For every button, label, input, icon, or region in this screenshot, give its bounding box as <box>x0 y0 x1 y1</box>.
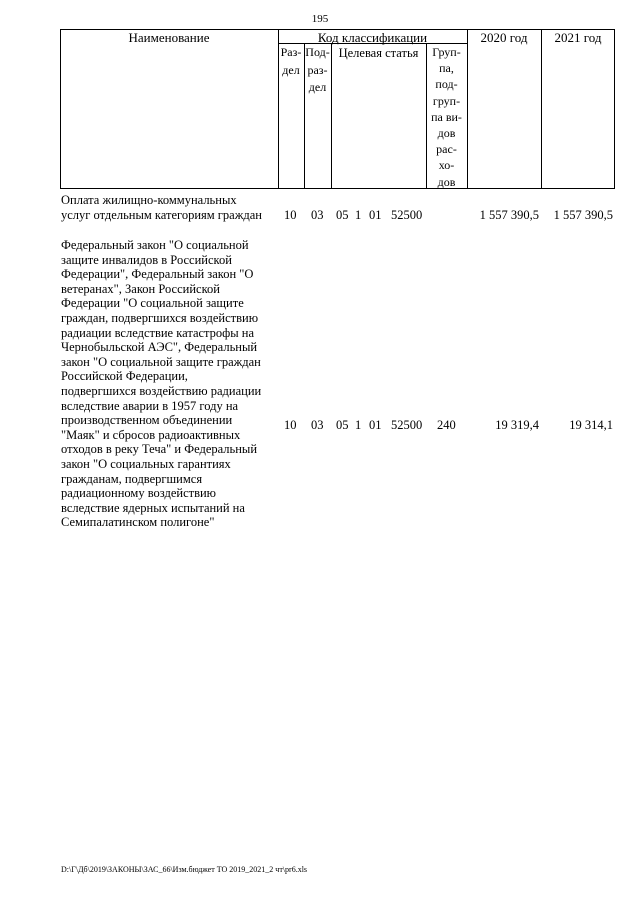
row-name <box>61 238 276 530</box>
row-name-line: граждан, подвергшихся воздействию <box>61 310 259 325</box>
row-name-line: отходов в реку Теча" и Федеральный <box>61 442 258 457</box>
row-target-event: 01 <box>369 208 382 222</box>
header-year-2021: 2021 год <box>554 30 602 45</box>
row-target-subprogram: 1 <box>355 208 362 222</box>
row-target-program: 05 <box>336 208 349 222</box>
row-name-line: Федеральный закон "О социальной <box>61 238 249 252</box>
header-classification: Код классификации <box>317 30 428 45</box>
row-name-line: производственном объединении <box>61 413 233 428</box>
header-group-line: рас- <box>436 142 457 157</box>
header-group-line: груп- <box>432 93 461 108</box>
header-podrazdel-line: дел <box>308 80 327 94</box>
row-amount-2021: 19 314,1 <box>569 418 613 432</box>
header-group-line: па ви- <box>431 109 462 124</box>
row-name-line: защите инвалидов в Российской <box>61 252 232 267</box>
row-name-line: Чернобыльской АЭС", Федеральный <box>61 340 258 355</box>
row-name-line: услуг отдельным категориям граждан <box>61 207 262 222</box>
page-number: 195 <box>311 13 329 25</box>
row-name-line: "Маяк" и сбросов радиоактивных <box>61 427 241 442</box>
row-name-line: Федерации "О социальной защите <box>61 296 244 311</box>
row-podrazdel: 03 <box>311 208 324 222</box>
header-group-line: дов <box>437 126 456 141</box>
table-header <box>60 29 615 189</box>
header-group-line: под- <box>435 77 458 92</box>
row-amount-2020: 19 319,4 <box>495 418 539 432</box>
header-podrazdel-line: раз- <box>307 62 328 77</box>
row-name-line: ветеранах", Закон Российской <box>61 281 220 296</box>
file-path-footer: D:\Г\Дб\2019\ЗАКОНЫ\ЗАС_66\Изм.бюджет ТО 2019_2021_2 чт\pr6.xls <box>61 865 308 874</box>
row-name-line: закон "О социальной защите граждан <box>61 354 261 369</box>
header-razdel-line: дел <box>282 62 300 77</box>
row-name-line: Семипалатинском полигоне" <box>61 515 215 530</box>
header-razdel-line: Раз- <box>280 45 302 59</box>
row-target-direction: 52500 <box>391 418 423 432</box>
header-podrazdel-line: Под- <box>305 45 330 59</box>
header-razdel <box>278 44 304 79</box>
row-name-line: подвергшихся воздействию радиации <box>61 383 262 398</box>
header-group <box>426 44 467 190</box>
row-name-line: закон "О социальных гарантиях <box>61 456 231 471</box>
header-year-2020: 2020 год <box>480 30 528 45</box>
row-name-line: радиации вследствие катастрофы на <box>61 325 255 340</box>
row-group: 240 <box>437 418 456 432</box>
header-podrazdel <box>304 44 331 97</box>
row-name-line: Федерации", Федеральный закон "О <box>61 267 254 282</box>
row-target-direction: 52500 <box>391 208 423 222</box>
row-razdel: 10 <box>284 208 297 222</box>
header-group-line: хо- <box>438 158 455 173</box>
header-group-line: дов <box>437 174 456 189</box>
row-name-line: Оплата жилищно-коммунальных <box>61 193 237 207</box>
row-target-subprogram: 1 <box>355 418 362 432</box>
row-amount-2021: 1 557 390,5 <box>553 208 613 222</box>
row-razdel: 10 <box>284 418 297 432</box>
header-name: Наименование <box>128 30 210 45</box>
row-amount-2020: 1 557 390,5 <box>479 208 539 222</box>
header-group-line: па, <box>439 61 454 76</box>
row-name-line: вследствие аварии в 1957 году на <box>61 398 239 413</box>
row-podrazdel: 03 <box>311 418 324 432</box>
row-name-line: радиационному воздействию <box>61 486 217 501</box>
header-group-line: Груп- <box>432 45 461 59</box>
row-target-program: 05 <box>336 418 349 432</box>
row-name <box>61 193 276 222</box>
row-name-line: вследствие ядерных испытаний на <box>61 500 245 515</box>
row-name-line: гражданам, подвергшимся <box>61 471 203 486</box>
row-target-event: 01 <box>369 418 382 432</box>
row-name-line: Российской Федерации, <box>61 369 188 384</box>
header-target-article: Целевая статья <box>338 46 419 60</box>
